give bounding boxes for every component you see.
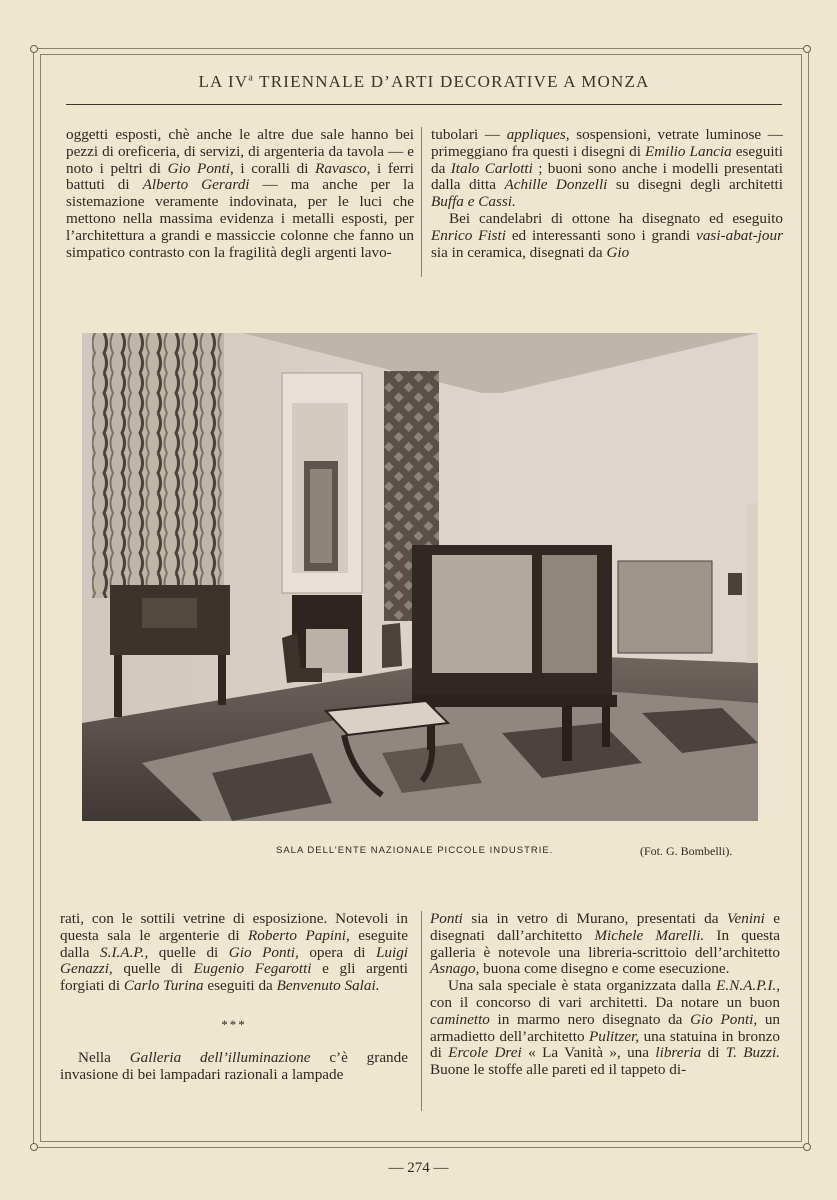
corner-ornament	[30, 1143, 38, 1151]
paragraph: Ponti sia in vetro di Murano, presentati da Venini e disegnati dall’architetto Michele Marelli. In questa galleria è notevole una libreria-scrittoio dell’architetto Asnago, buona come disegno e come esecuzione.	[430, 910, 781, 978]
figure-caption: SALA DELL’ENTE NAZIONALE PICCOLE INDUSTRIE.	[276, 845, 554, 856]
paragraph: oggetti esposti, chè anche le altre due sale hanno bei pezzi di oreficeria, di servizi, di argenteria da tavola — e noto i peltri di Gio Ponti, i coralli di Ravasco, i ferri battuti di Alberto Gerardi — ma anche per la sistemazione veramente indovinata, per le luci che mettono nella massima evidenza i metalli esposti, per l’architettura a grandi e massiccie colonne che fanno un simpatico contrasto con la fragilità degli argenti lavo-	[66, 126, 414, 261]
corner-ornament	[803, 1143, 811, 1151]
column-divider	[421, 911, 422, 1111]
page-number: — 274 —	[388, 1160, 449, 1176]
photo-credit: (Fot. G. Bombelli).	[640, 844, 733, 858]
column-bottom-left	[60, 911, 408, 1083]
paragraph: Nella Galleria dell’illuminazione c’è grande invasione di bei lampadari razionali a lampade	[60, 1048, 408, 1083]
section-break-stars: ***	[221, 1016, 247, 1032]
running-head-text: LA IV	[198, 72, 249, 91]
column-divider	[421, 127, 422, 277]
paragraph: rati, con le sottili vetrine di esposizione. Notevoli in questa sala le argenterie di Roberto Papini, eseguite dalla S.I.A.P., quelle di Gio Ponti, opera di Luigi Genazzi, quelle di Eugenio Fegarotti e gli argenti forgiati di Carlo Turina eseguiti da Benvenuto Salai.	[60, 910, 409, 995]
running-head	[66, 72, 782, 92]
corner-ornament	[30, 45, 38, 53]
column-top-right	[431, 127, 783, 261]
column-bottom-right	[430, 911, 780, 1079]
running-head-superscript: a	[248, 72, 254, 84]
header-rule	[66, 104, 782, 105]
paragraph: Una sala speciale è stata organizzata dalla E.N.A.P.I., con il concorso di vari architetti. Da notare un buon caminetto in marmo nero disegnato da Gio Ponti, un armadietto dell’architetto Pulitzer, una statuina in bronzo di Ercole Drei « La Vanità », una libreria di T. Buzzi. Buone le stoffe alle pareti ed il tappeto di-	[430, 977, 781, 1079]
running-head-text: TRIENNALE D’ARTI DECORATIVE A MONZA	[254, 72, 650, 91]
room-photograph-image	[82, 333, 758, 821]
corner-ornament	[803, 45, 811, 53]
paragraph: tubolari — appliques, sospensioni, vetrate luminose — primeggiano fra questi i disegni di Emilio Lancia eseguiti da Italo Carlotti ; buoni sono anche i modelli presentati dalla ditta Achille Donzelli su disegni degli architetti Buffa e Cassi.	[431, 126, 783, 211]
paragraph: Bei candelabri di ottone ha disegnato ed eseguito Enrico Fisti ed interessanti sono i grandi vasi-abat-jour sia in ceramica, disegnati da Gio	[431, 209, 783, 261]
room-photograph	[82, 333, 758, 821]
column-top-left	[66, 127, 414, 261]
